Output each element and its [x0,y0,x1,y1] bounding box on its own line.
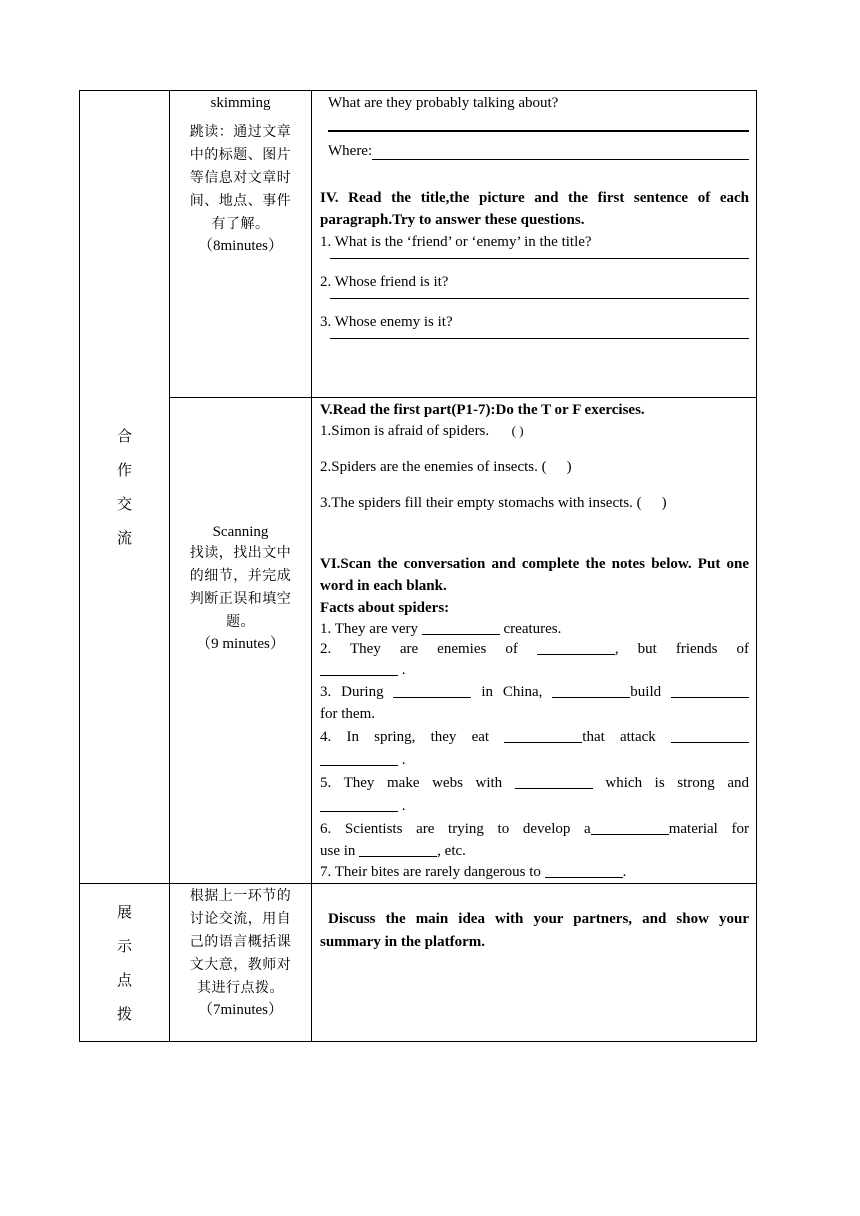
note-text: material for [668,821,749,837]
note-text: 6. Scientists are trying to develop a [320,821,591,837]
note-6-line-2 [320,841,749,861]
question-1: 1. What is the ‘friend’ or ‘enemy’ in the title? [320,233,592,250]
method-description-line: 找读，找出文中 [189,545,292,561]
note-text: which is strong and [605,775,750,791]
blank-field[interactable] [393,683,471,698]
note-4-line-2 [320,749,749,771]
note-text: that attack [582,729,656,745]
method-description-line: 根据上一环节的 [189,888,292,904]
blank-field[interactable] [552,683,630,698]
note-text: 4. In spring, they eat [320,729,490,745]
method-description-line: 的细节，并完成 [189,568,292,584]
question-talk: What are they probably talking about? [328,95,559,111]
note-5-line-1 [320,771,749,795]
blank-field[interactable] [591,820,669,835]
task-cell-scanning [312,398,757,884]
note-text: , etc. [437,843,466,859]
note-text: , but friends of [614,641,749,657]
method-cell-presentation [170,884,312,1042]
note-4-line-1 [320,725,749,749]
blank-field[interactable] [671,683,749,698]
time-label: （7minutes） [198,1002,283,1018]
answer-line[interactable] [372,144,749,160]
blank-field[interactable] [504,728,582,743]
method-description-line: 等信息对文章时 [189,170,292,186]
blank-field[interactable] [545,863,623,878]
method-description-line: 中的标题、图片 [189,147,292,163]
method-cell-skimming [170,91,312,398]
method-label: skimming [210,95,271,111]
note-text: 7. Their bites are rarely dangerous to [320,864,541,880]
method-label: Scanning [212,524,269,540]
method-description-line: 讨论交流，用自 [189,911,292,927]
section-vi-heading: VI.Scan the conversation and complete the notes below. Put one word in each blank. [320,556,749,594]
task-cell-skimming [312,91,757,398]
blank-field[interactable] [422,620,500,635]
blank-field[interactable] [537,640,615,655]
method-description-line: 跳读：通过文章 [189,124,292,140]
table-row-scanning [80,398,757,884]
method-description-line: 间、地点、事件 [189,193,292,209]
note-text: . [401,752,406,768]
question-2: 2. Whose friend is it? [320,273,449,290]
blank-field[interactable] [359,842,437,857]
stage-char: 示 [116,936,132,955]
method-description-line: 有了解。 [211,216,270,232]
tf-text: 2.Spiders are the enemies of insects. ( [320,459,547,475]
method-description-line: 其进行点拨。 [197,980,284,996]
task-cell-presentation [312,884,757,1042]
note-5-line-2 [320,795,749,817]
discussion-task: Discuss the main idea with your partners, and show your summary in the platform. [320,911,749,950]
answer-line[interactable] [330,338,749,339]
stage-char: 作 [116,461,132,479]
question-3: 3. Whose enemy is it? [320,313,453,330]
blank-field[interactable] [320,751,398,766]
blank-field[interactable] [320,797,398,812]
stage-char: 拨 [116,1004,132,1023]
tf-statement-1 [320,420,749,442]
question-where [328,142,749,160]
tf-text: 3.The spiders fill their empty stomachs with insects. ( [320,495,642,511]
blank-field[interactable] [320,661,398,676]
time-label: （9 minutes） [196,636,285,652]
table-row-skimming [80,91,757,398]
stage-cell-presentation [80,884,170,1042]
method-cell-scanning [170,398,312,884]
facts-title: Facts about spiders: [320,600,450,616]
note-2-line-2 [320,659,749,681]
note-2-line-1 [320,639,749,659]
method-description-line: 判断正误和填空 [189,591,292,607]
stage-cell-cooperation [80,91,170,884]
note-text: build [630,684,662,700]
method-description-line: 文大意，教师对 [189,957,292,973]
blank-field[interactable] [671,728,749,743]
method-description-line: 题。 [226,614,255,630]
note-3-line-2: for them. [320,706,375,722]
note-text: 2. They are enemies of [320,641,518,657]
tf-statement-3 [320,492,749,514]
note-text: . [622,864,627,880]
note-1 [320,619,749,639]
note-7 [320,861,749,883]
section-v-heading: V.Read the first part(P1-7):Do the T or F exercises. [320,402,645,418]
tf-text: 1.Simon is afraid of spiders. [320,423,490,439]
stage-char: 点 [116,970,132,989]
lesson-table [79,90,757,1042]
stage-char: 交 [116,495,132,513]
table-row-presentation [80,884,757,1042]
note-6-line-1 [320,817,749,841]
tf-close: ) [661,495,667,511]
stage-char: 展 [116,902,132,921]
stage-char: 流 [116,529,132,547]
note-text: . [401,662,406,678]
note-text: 3. During [320,684,384,700]
note-text: 1. They are very [320,621,419,637]
note-text: . [401,798,406,814]
method-description-line: 己的语言概括课 [189,934,292,950]
note-text: use in [320,843,356,859]
section-iv-heading: IV. Read the title,the picture and the first sentence of each paragraph.Try to answer these questions. [320,189,749,228]
note-text: in China, [481,684,543,700]
time-label: （8minutes） [198,238,283,254]
note-3-line-1 [320,681,749,703]
tf-answer-box[interactable]: ( ) [511,423,524,438]
note-text: creatures. [503,621,562,637]
note-text: 5. They make webs with [320,775,503,791]
where-label: Where: [328,142,373,159]
blank-field[interactable] [515,774,593,789]
stage-char: 合 [116,427,132,445]
tf-statement-2 [320,456,749,478]
tf-close: ) [566,459,572,475]
